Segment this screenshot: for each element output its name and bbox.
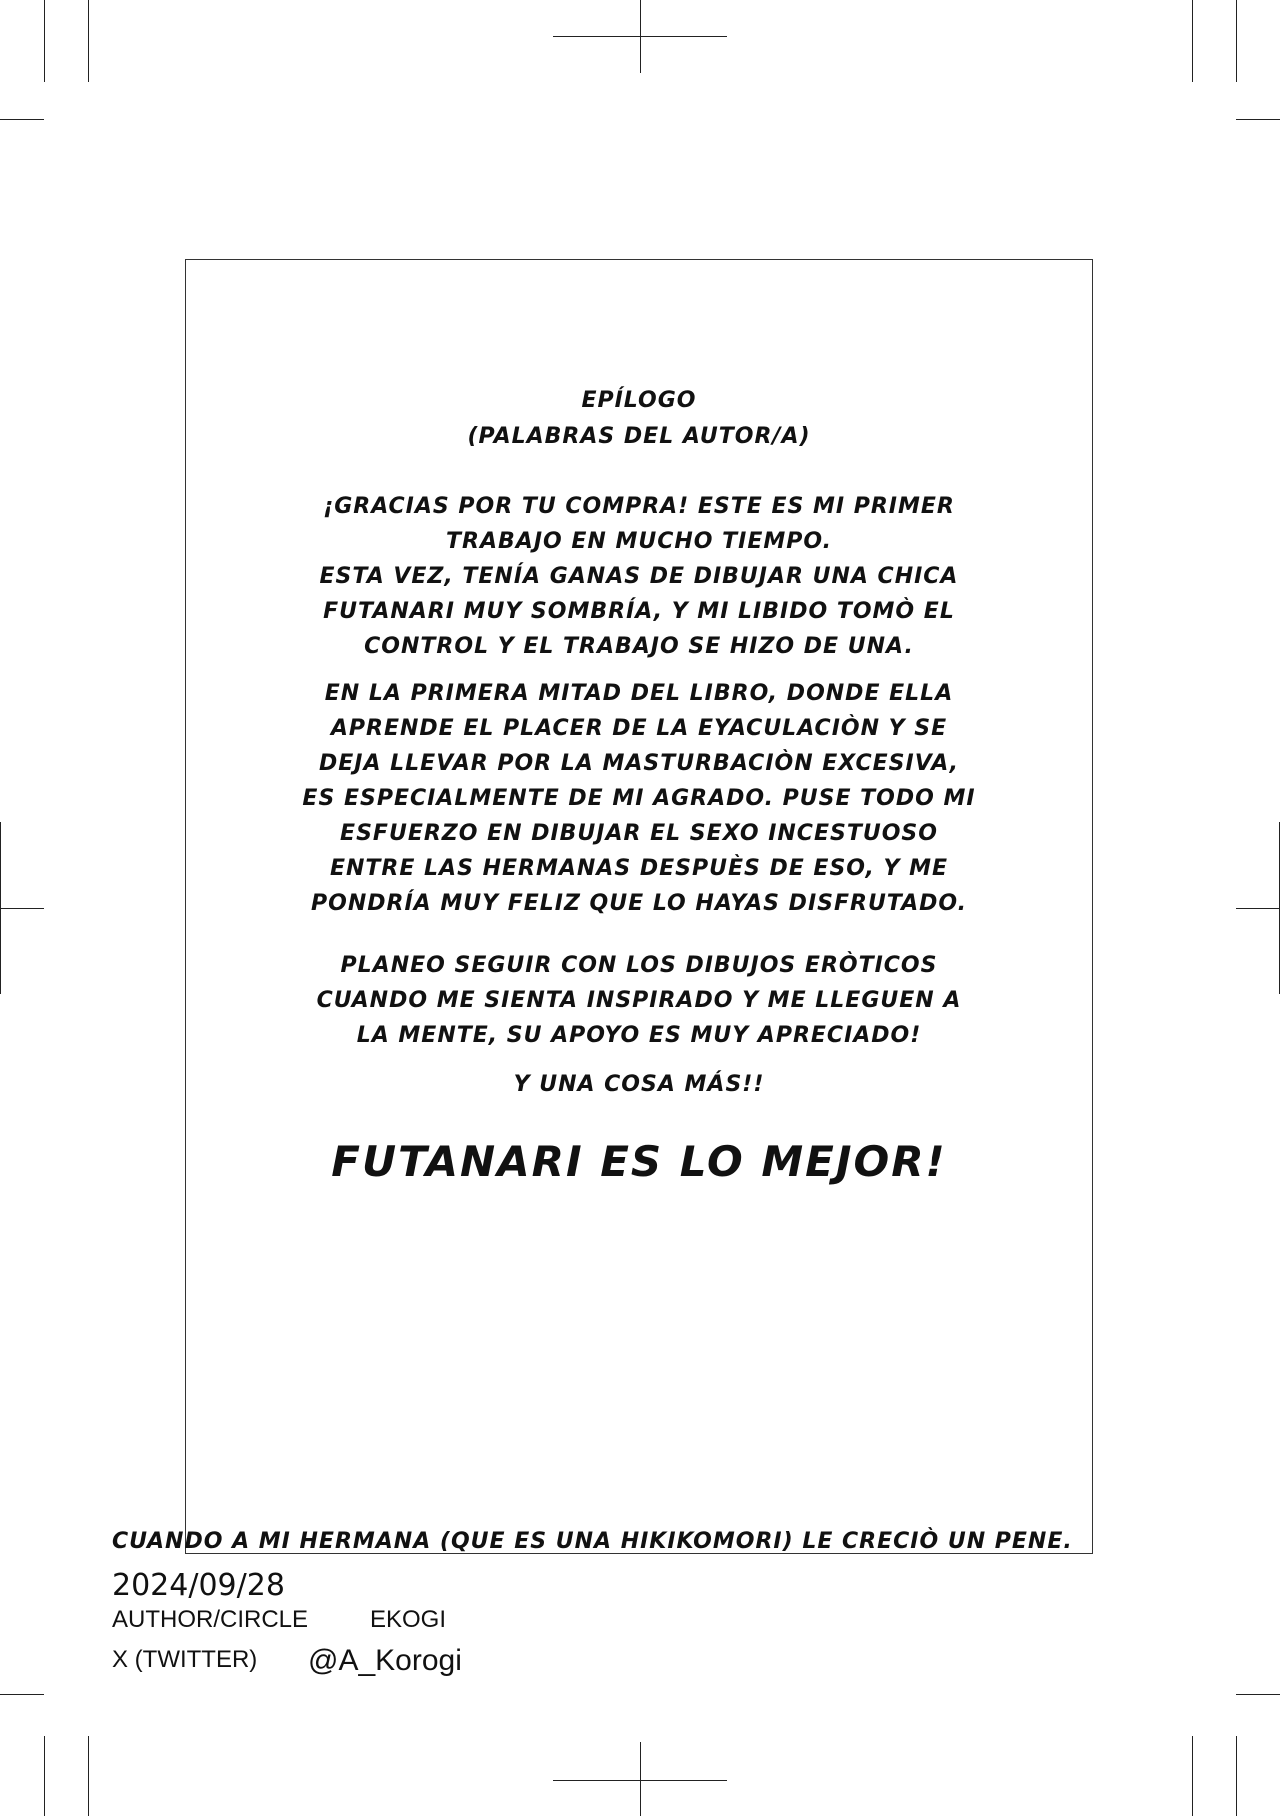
text-line: CONTROL Y EL TRABAJO SE HIZO DE UNA. — [364, 634, 914, 659]
epilogue-subtitle: (PALABRAS DEL AUTOR/A) — [467, 424, 811, 449]
crop-mark — [640, 1742, 641, 1816]
publication-date: 2024/09/28 — [112, 1568, 285, 1603]
epilogue-heading — [185, 383, 1093, 455]
paragraph-one-more-thing: Y UNA COSA MÁS!! — [513, 1072, 765, 1097]
closing-statement: FUTANARI ES LO MEJOR! — [331, 1137, 947, 1186]
crop-mark — [88, 0, 89, 82]
crop-mark — [1236, 1694, 1280, 1695]
epilogue-title: EPÍLOGO — [581, 388, 697, 413]
crop-mark — [1236, 0, 1237, 82]
text-line: ES ESPECIALMENTE DE MI AGRADO. PUSE TODO MI — [302, 786, 976, 811]
crop-mark — [553, 1780, 727, 1781]
text-line: ESTA VEZ, TENÍA GANAS DE DIBUJAR UNA CHICA — [319, 564, 959, 589]
paragraph-plans — [185, 948, 1093, 1053]
paragraph-thanks — [185, 489, 1093, 664]
text-line: PLANEO SEGUIR CON LOS DIBUJOS ERÒTICOS — [340, 953, 938, 978]
text-line: EN LA PRIMERA MITAD DEL LIBRO, DONDE ELLA — [324, 681, 954, 706]
work-title: CUANDO A MI HERMANA (QUE ES UNA HIKIKOMORI) LE CRECIÒ UN PENE. — [112, 1529, 1073, 1554]
author-label: AUTHOR/CIRCLE — [112, 1606, 309, 1633]
crop-mark — [0, 1694, 44, 1695]
paragraph-description — [185, 676, 1093, 921]
crop-mark — [1192, 0, 1193, 82]
crop-mark — [1192, 1736, 1193, 1816]
crop-mark — [44, 0, 45, 82]
text-line: APRENDE EL PLACER DE LA EYACULACIÒN Y SE — [330, 716, 948, 741]
text-line: PONDRÍA MUY FELIZ QUE LO HAYAS DISFRUTADO. — [311, 891, 967, 916]
crop-mark — [1236, 908, 1280, 909]
x-twitter-label: X (TWITTER) — [112, 1646, 258, 1673]
text-line: ENTRE LAS HERMANAS DESPUÈS DE ESO, Y ME — [329, 856, 949, 881]
crop-mark — [0, 119, 44, 120]
crop-mark — [44, 1736, 45, 1816]
text-line: TRABAJO EN MUCHO TIEMPO. — [446, 529, 832, 554]
crop-mark — [0, 908, 44, 909]
text-line: DEJA LLEVAR POR LA MASTURBACIÒN EXCESIVA, — [318, 751, 960, 776]
x-twitter-handle: @A_Korogi — [308, 1644, 462, 1677]
text-line: CUANDO ME SIENTA INSPIRADO Y ME LLEGUEN A — [316, 988, 962, 1013]
crop-mark — [88, 1736, 89, 1816]
crop-mark — [553, 36, 727, 37]
text-line: FUTANARI MUY SOMBRÍA, Y MI LIBIDO TOMÒ EL — [323, 599, 955, 624]
crop-mark — [1236, 119, 1280, 120]
text-line: LA MENTE, SU APOYO ES MUY APRECIADO! — [356, 1023, 922, 1048]
text-line: ¡GRACIAS POR TU COMPRA! ESTE ES MI PRIMER — [323, 494, 955, 519]
text-line: ESFUERZO EN DIBUJAR EL SEXO INCESTUOSO — [340, 821, 938, 846]
author-value: EKOGI — [370, 1606, 447, 1633]
crop-mark — [1236, 1736, 1237, 1816]
